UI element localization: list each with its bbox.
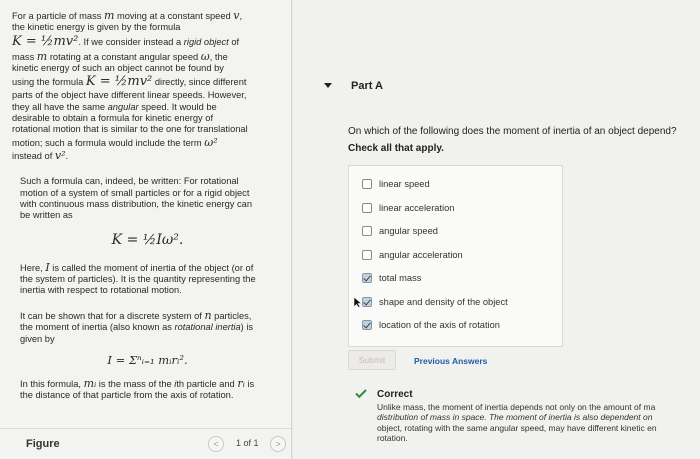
option-label: angular speed: [379, 226, 438, 236]
text: particles,: [211, 310, 252, 321]
math-ri: rᵢ: [237, 376, 245, 390]
math-m: m: [103, 9, 115, 22]
text: For a particle of mass: [12, 11, 104, 21]
text-italic: i: [174, 378, 177, 389]
figure-pager-text: 1 of 1: [236, 438, 259, 448]
text: motion of a system of small particles or for a rigid object: [20, 187, 250, 198]
checkbox-checked[interactable]: [362, 320, 372, 330]
figure-bar: [0, 428, 291, 459]
math-m: m: [36, 49, 48, 63]
question-text: On which of the following does the moment of inertia of an object depend?: [348, 126, 677, 137]
text: the distance of that particle from the axis of rotation.: [20, 390, 234, 401]
option-label: location of the axis of rotation: [379, 320, 500, 330]
option-shape-and-density[interactable]: [362, 295, 508, 309]
problem-text-panel: [0, 0, 292, 459]
text-italic: rotational inertia: [174, 322, 241, 333]
text: be written as: [20, 210, 73, 221]
option-label: angular acceleration: [379, 250, 463, 260]
previous-figure-button[interactable]: <: [208, 436, 224, 452]
text: with continuous mass distribution, the kinetic energy can: [20, 198, 253, 209]
text: desirable to obtain a formula for kinetic energy of: [12, 112, 214, 123]
intro-paragraph: [12, 9, 283, 162]
text: they all have the same: [12, 101, 108, 112]
next-figure-button[interactable]: >: [270, 436, 286, 452]
text: the system of particles). It is the quantity representing the: [20, 274, 256, 285]
option-total-mass[interactable]: [362, 271, 421, 285]
option-linear-speed[interactable]: [362, 177, 430, 191]
text: kinetic energy of such an object cannot be found by: [12, 63, 224, 73]
feedback-line: rotation.: [377, 433, 408, 444]
moment-of-inertia-sum-equation: I = Σⁿᵢ₌₁ mᵢrᵢ².: [107, 352, 188, 367]
text: . If we consider instead a: [78, 36, 184, 47]
chevron-down-icon: [324, 83, 332, 88]
previous-answers-link[interactable]: Previous Answers: [414, 356, 488, 366]
text: given by: [20, 333, 55, 344]
checkbox[interactable]: [362, 226, 372, 236]
text: is the mass of the: [96, 378, 175, 389]
text-italic: rigid object: [183, 36, 229, 47]
math-v-squared: v²: [54, 148, 66, 162]
moment-of-inertia-definition: [12, 261, 283, 297]
option-linear-acceleration[interactable]: [362, 201, 454, 215]
checkbox-checked[interactable]: [362, 297, 372, 307]
feedback-line: distribution of mass in space. The moment of inertia is also dependent on: [377, 412, 653, 423]
option-label: linear acceleration: [379, 203, 455, 213]
part-title: Part A: [351, 80, 383, 92]
question-panel: [293, 0, 700, 459]
feedback-text: [377, 402, 700, 443]
text: th particle and: [176, 378, 238, 389]
feedback-line: object, rotating with the same angular speed, may have different kinetic en: [377, 422, 657, 433]
submit-button[interactable]: Submit: [348, 350, 396, 370]
feedback-title: Correct: [377, 389, 413, 400]
text: using the formula: [12, 77, 86, 88]
instruction-text: Check all that apply.: [348, 143, 444, 154]
math-I: I: [45, 260, 50, 274]
rotational-ke-paragraph: [12, 176, 283, 221]
text: the kinetic energy is given by the formula: [12, 22, 181, 33]
option-label: shape and density of the object: [379, 297, 508, 307]
text: ,: [239, 11, 243, 21]
checkmark-icon: [355, 389, 367, 398]
text: of: [228, 36, 240, 47]
text: Here,: [20, 262, 46, 273]
text: is: [244, 378, 255, 389]
text: It can be shown that for a discrete system of: [20, 310, 205, 321]
text: parts of the object have different linear speeds. However,: [12, 90, 247, 101]
checkbox[interactable]: [362, 179, 372, 189]
math-omega-squared: ω²: [204, 135, 218, 149]
text: mass: [12, 51, 37, 62]
option-axis-location[interactable]: [362, 318, 500, 332]
text: In this formula,: [20, 378, 84, 389]
text: inertia with respect to rotational motion.: [20, 285, 182, 296]
option-label: linear speed: [379, 179, 430, 189]
feedback-line: Unlike mass, the moment of inertia depends not only on the amount of ma: [377, 402, 656, 412]
text: directly, since different: [152, 77, 247, 88]
rotational-ke-equation: K = ½Iω².: [111, 231, 184, 248]
formula-explanation-paragraph: [12, 377, 283, 402]
text-italic: angular: [107, 101, 139, 112]
figure-label: Figure: [26, 438, 60, 450]
kinetic-energy-formula: K = ½mv²: [12, 33, 79, 49]
math-v: v: [233, 9, 240, 22]
option-angular-speed[interactable]: [362, 224, 438, 238]
options-box: [348, 165, 563, 347]
discrete-system-paragraph: [12, 309, 283, 345]
text: ) is: [240, 322, 254, 333]
text: rotational motion that is similar to the one for translational: [12, 124, 248, 135]
checkbox[interactable]: [362, 203, 372, 213]
math-n: n: [204, 308, 212, 322]
option-label: total mass: [379, 273, 422, 283]
text: , the: [209, 51, 228, 62]
text: the moment of inertia (also known as: [20, 322, 175, 333]
text: instead of: [12, 150, 55, 161]
checkbox[interactable]: [362, 250, 372, 260]
math-omega: ω: [200, 49, 210, 63]
option-angular-acceleration[interactable]: [362, 248, 463, 262]
text: motion; such a formula would include the term: [12, 137, 205, 148]
math-mi: mᵢ: [83, 376, 97, 390]
text: rotating at a constant angular speed: [47, 51, 201, 62]
text: .: [65, 150, 69, 161]
text: Such a formula can, indeed, be written: For rotational: [20, 176, 239, 187]
text: moving at a constant speed: [114, 11, 234, 21]
checkbox-checked[interactable]: [362, 273, 372, 283]
kinetic-energy-formula: K = ½mv²: [85, 74, 153, 90]
text: speed. It would be: [138, 101, 217, 112]
text: is called the moment of inertia of the object (or of: [49, 262, 254, 273]
